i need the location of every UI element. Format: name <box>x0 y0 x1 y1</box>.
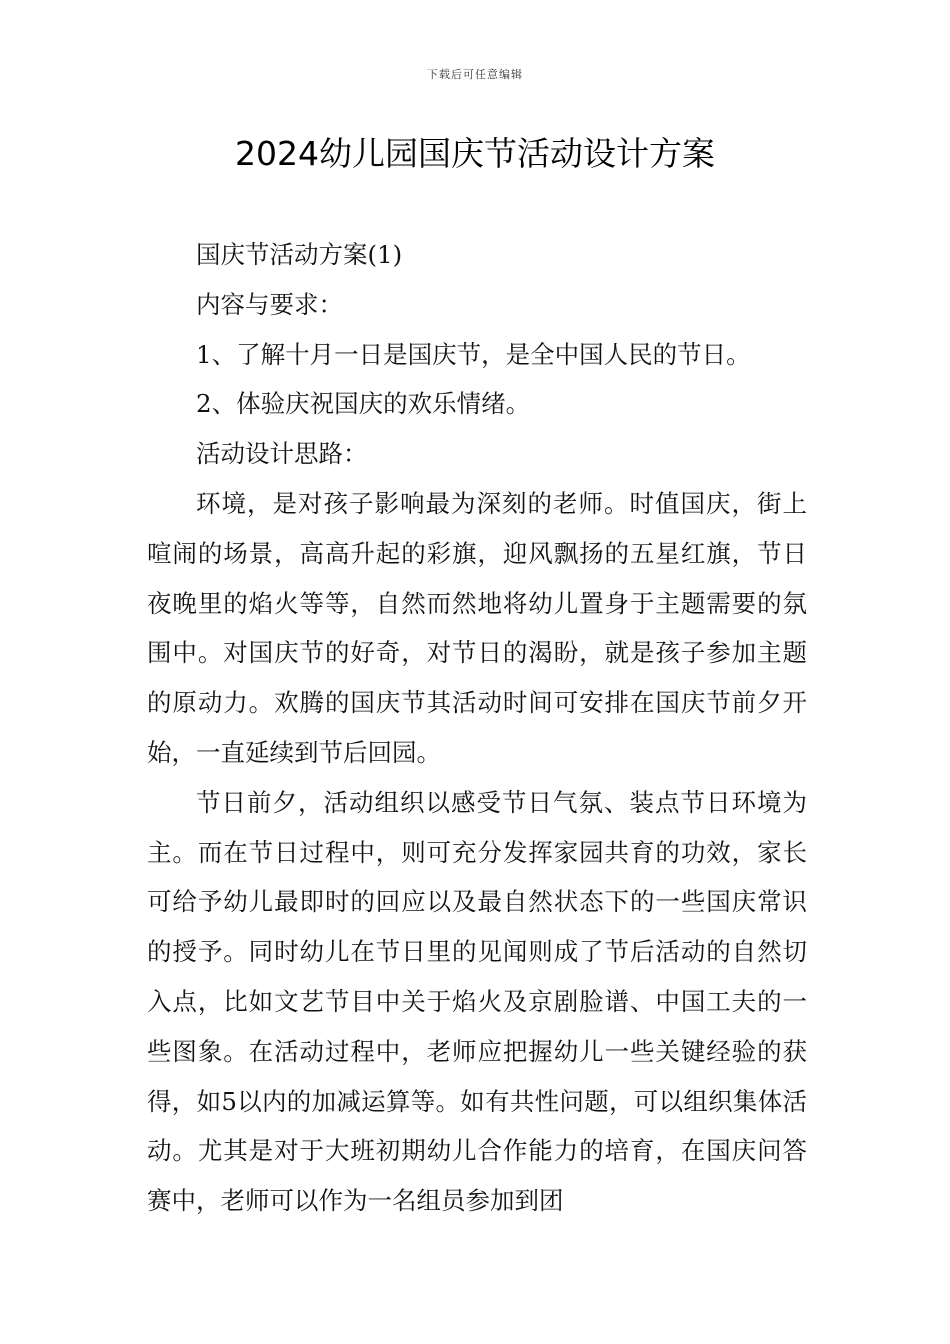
requirement-item: 2、体验庆祝国庆的欢乐情绪。 <box>196 389 531 419</box>
requirement-item: 1、了解十月一日是国庆节，是全中国人民的节日。 <box>196 339 751 369</box>
body-paragraph: 环境，是对孩子影响最为深刻的老师。时值国庆，街上喧闹的场景，高高升起的彩旗，迎风飘扬的五星红旗，节日夜晚里的焰火等等，自然而然地将幼儿置身于主题需要的氛围中。对国庆节的好奇，对节日的渴盼，就是孩子参加主题的原动力。欢腾的国庆节其活动时间可安排在国庆节前夕开始，一直延续到节后回园。 <box>147 488 807 767</box>
document-title: 2024幼儿园国庆节活动设计方案 <box>235 134 715 173</box>
header-note: 下载后可任意编辑 <box>427 68 523 81</box>
subheading-requirements: 内容与要求： <box>196 289 343 319</box>
subheading-design-ideas: 活动设计思路： <box>196 439 368 469</box>
section-heading: 国庆节活动方案(1) <box>196 240 403 269</box>
document-body <box>147 230 807 1226</box>
body-paragraph: 节日前夕，活动组织以感受节日气氛、装点节日环境为主。而在节日过程中，则可充分发挥家园共育的功效，家长可给予幼儿最即时的回应以及最自然状态下的一些国庆常识的授予。同时幼儿在节日里的见闻则成了节后活动的自然切入点，比如文艺节目中关于焰火及京剧脸谱、中国工夫的一些图象。在活动过程中，老师应把握幼儿一些关键经验的获得，如5以内的加减运算等。如有共性问题，可以组织集体活动。尤其是对于大班初期幼儿合作能力的培育，在国庆问答赛中，老师可以作为一名组员参加到团 <box>147 787 807 1216</box>
